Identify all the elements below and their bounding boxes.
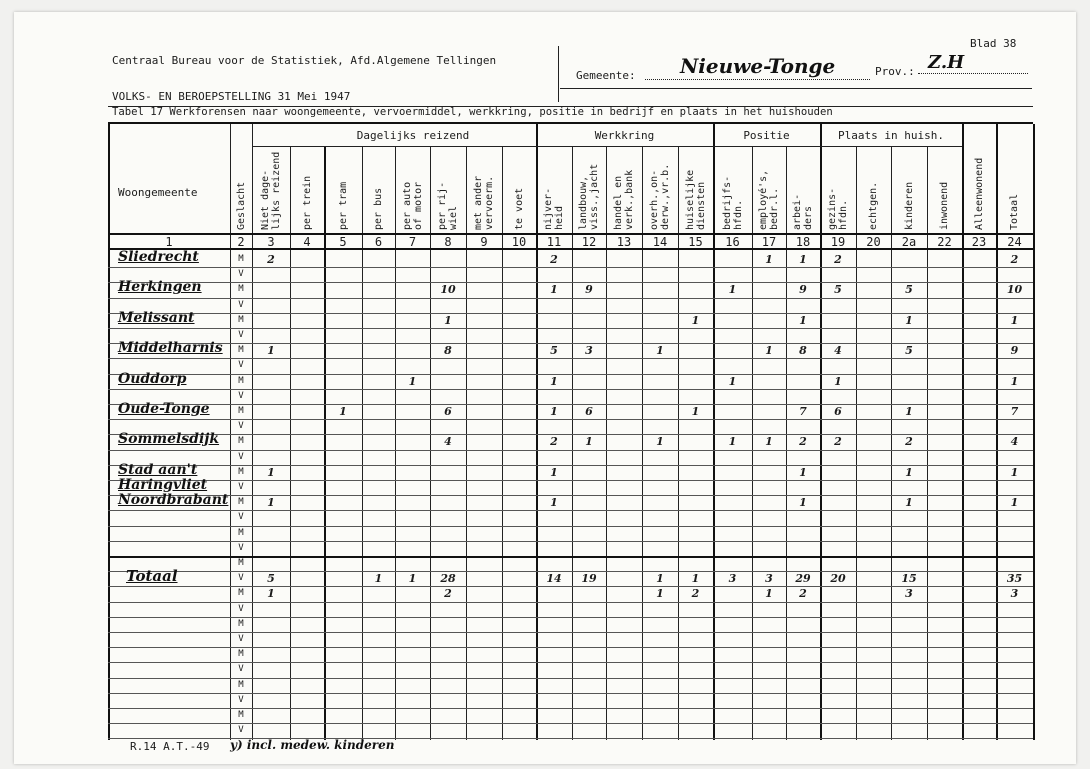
table-title: Tabel 17 Werkforensen naar woongemeente, vervoermiddel, werkkring, positie in bedrijf en plaats in het huishouden	[112, 106, 833, 118]
column-label-10	[514, 147, 525, 230]
prov-value: Z.H	[928, 52, 965, 73]
column-number: 1	[165, 235, 173, 249]
column-number: 12	[581, 235, 597, 249]
column-label-line: Niet dage-	[260, 169, 271, 230]
column-label-line: diensten	[695, 181, 707, 230]
total-value: 1	[765, 587, 773, 601]
prov-underline	[918, 73, 1028, 74]
cell-value: 1	[799, 496, 807, 510]
column-label-4	[302, 147, 313, 230]
cell-value: 4	[1010, 435, 1019, 449]
cell-value: 2	[834, 253, 842, 266]
column-label-20	[868, 147, 879, 230]
cell-value: 10	[1006, 283, 1023, 297]
group-header-werkkring: Werkkring	[594, 129, 655, 142]
total-value: 15	[901, 572, 917, 586]
column-label-19	[827, 147, 849, 230]
cell-value: 1	[799, 253, 807, 266]
column-number: 9	[480, 235, 488, 249]
cell-value: 1	[267, 496, 275, 510]
row-rule	[108, 662, 1033, 663]
column-number: 19	[830, 235, 846, 249]
column-label-line: derw.,vr.b.	[660, 163, 671, 230]
cell-value: 1	[1010, 374, 1019, 388]
place-name: Melissant	[118, 309, 195, 326]
sex-label: M	[238, 314, 244, 325]
sex-label: V	[238, 390, 244, 401]
column-number: 15	[688, 235, 703, 249]
column-label-line: overh.,on-	[649, 169, 660, 230]
cell-value: 2	[834, 435, 842, 449]
sex-label: M	[238, 284, 244, 295]
cell-value: 1	[728, 435, 737, 449]
column-label-line: te voet	[513, 187, 525, 230]
cell-value: 1	[550, 496, 558, 510]
column-label-17	[758, 147, 780, 230]
cell-value: 2	[550, 435, 558, 449]
group-header-rule	[252, 146, 962, 147]
column-label-18	[792, 147, 814, 230]
column-label-line: Totaal	[1009, 193, 1020, 230]
column-label-11	[543, 147, 565, 230]
column-number: 10	[511, 235, 527, 249]
census-title: VOLKS- EN BEROEPSTELLING 31 Mei 1947	[112, 90, 351, 103]
group-header-plaats: Plaats in huish.	[838, 129, 944, 142]
row-rule	[108, 647, 1033, 648]
sex-label: M	[238, 436, 244, 447]
header-rule	[560, 88, 1032, 89]
column-label-line: echtgen.	[868, 181, 879, 230]
cell-value: 4	[834, 344, 842, 358]
total-value: 1	[656, 587, 664, 601]
sex-label: V	[238, 482, 244, 492]
sex-label: V	[238, 360, 244, 371]
column-label-line: gezins-	[827, 187, 838, 230]
sex-label: V	[238, 299, 244, 310]
cell-value: 5	[550, 344, 558, 358]
column-label-8	[437, 147, 459, 230]
column-number: 23	[971, 235, 987, 249]
column-label-line: Geslacht	[235, 181, 247, 230]
cell-value: 8	[799, 344, 807, 358]
cell-value: 1	[799, 313, 807, 327]
column-label-line: Alleenwonend	[973, 157, 985, 230]
row-rule	[108, 602, 1033, 603]
column-number: 2	[237, 235, 245, 249]
column-number: 6	[374, 235, 383, 249]
cell-value: 7	[799, 405, 807, 418]
cell-value: 9	[585, 283, 593, 297]
column-label-line: wiel	[448, 205, 459, 230]
sex-label: V	[238, 330, 244, 340]
column-number: 17	[761, 235, 777, 249]
sex-label: M	[238, 527, 244, 538]
column-label-21	[904, 147, 915, 230]
row-rule	[108, 328, 1033, 329]
total-value: 14	[546, 572, 562, 586]
column-label-12	[578, 147, 600, 230]
column-number: 13	[616, 235, 632, 249]
column-label-line: vervoerm.	[484, 175, 495, 230]
sex-label: M	[238, 345, 244, 356]
column-label-24	[1009, 125, 1020, 230]
gemeente-label: Gemeente:	[576, 69, 636, 82]
column-label-6	[373, 147, 384, 230]
cell-value: 8	[444, 344, 452, 358]
column-label-15	[685, 147, 707, 230]
sex-label: M	[238, 375, 244, 386]
total-value: 19	[581, 572, 597, 586]
column-label-22	[939, 147, 950, 230]
column-label-7	[402, 147, 424, 230]
column-label-line: of motor	[412, 181, 424, 230]
cell-value: 1	[765, 344, 773, 358]
place-name: Middelharnis	[118, 340, 223, 357]
cell-value: 1	[905, 496, 913, 510]
cell-value: 2	[550, 253, 558, 266]
cell-value: 1	[444, 313, 452, 327]
column-label-line: nijver-	[543, 187, 554, 230]
total-value: 35	[1006, 572, 1023, 586]
row-rule	[108, 267, 1033, 268]
cell-value: 1	[1010, 496, 1019, 510]
sex-label: M	[238, 558, 244, 568]
column-label-14	[649, 147, 671, 230]
total-value: 1	[408, 572, 417, 586]
total-value: 5	[267, 572, 275, 586]
cell-value: 1	[905, 405, 913, 418]
bureau-title: Centraal Bureau voor de Statistiek, Afd.Algemene Tellingen	[112, 54, 497, 67]
footnote: y) incl. medew. kinderen	[230, 738, 395, 752]
sex-label: M	[238, 588, 244, 599]
header-divider	[558, 46, 559, 102]
column-label-9	[473, 147, 495, 230]
row-rule	[108, 723, 1033, 724]
sex-label: V	[238, 603, 244, 614]
row-rule	[108, 389, 1033, 390]
sex-label: M	[238, 710, 244, 720]
place-name: Noordbrabant	[118, 492, 229, 509]
column-label-23	[974, 125, 985, 230]
cell-value: 9	[799, 283, 807, 297]
cell-value: 1	[691, 313, 700, 327]
column-number: 18	[795, 235, 811, 249]
totals-rule	[108, 556, 1033, 558]
column-label-line: per tram	[337, 181, 349, 230]
row-rule	[108, 298, 1033, 299]
column-label-2	[236, 125, 247, 230]
place-name: Stad aan't	[118, 461, 198, 478]
cell-value: 1	[1010, 465, 1019, 479]
cell-value: 1	[550, 465, 558, 479]
row-rule	[108, 632, 1033, 633]
cell-value: 1	[550, 405, 558, 418]
title-rule-bottom	[108, 122, 1033, 124]
column-label-line: landbouw,	[578, 175, 589, 230]
sex-label: V	[238, 634, 244, 644]
cell-value: 1	[765, 253, 773, 266]
column-label-line: lijks reizend	[271, 151, 282, 230]
total-value: 3	[905, 587, 913, 601]
total-value: 20	[830, 572, 846, 586]
sex-label: M	[238, 649, 244, 660]
place-name: Oude-Tonge	[118, 401, 210, 417]
place-name: Ouddorp	[118, 370, 187, 387]
column-label-line: inwonend	[939, 181, 950, 230]
row-rule	[108, 526, 1033, 527]
cell-value: 6	[585, 405, 593, 418]
cell-value: 1	[550, 283, 558, 297]
column-number: 14	[652, 235, 668, 249]
totals-label: Totaal	[126, 567, 178, 586]
column-label-16	[722, 147, 744, 230]
sheet-number: Blad 38	[970, 37, 1017, 50]
form-code: R.14 A.T.-49	[130, 740, 210, 753]
column-number: 11	[546, 235, 562, 249]
column-label-13	[613, 147, 635, 230]
total-value: 2	[444, 587, 452, 601]
prov-label: Prov.:	[875, 65, 915, 78]
column-label-line: bedrijfs-	[721, 175, 733, 230]
cell-value: 1	[339, 405, 347, 418]
place-name: Haringvliet	[118, 477, 208, 493]
column-number: 24	[1007, 235, 1022, 249]
column-label-line: per auto	[401, 181, 413, 230]
sex-label: V	[238, 421, 244, 432]
place-name: Sliedrecht	[118, 249, 199, 265]
column-label-line: arbei-	[792, 193, 803, 230]
column-number: 4	[303, 235, 311, 249]
cell-value: 2	[905, 435, 913, 449]
sex-label: V	[238, 725, 244, 736]
row-rule	[108, 693, 1033, 694]
column-label-line: per trein	[301, 175, 313, 230]
row-rule	[108, 708, 1033, 709]
cell-value: 1	[834, 374, 842, 388]
column-label-line: hfdn.	[732, 199, 744, 230]
column-number: 22	[937, 235, 952, 249]
place-name: Sommelsdijk	[118, 431, 220, 448]
column-number: 7	[408, 235, 417, 249]
column-number: 8	[444, 235, 452, 249]
cell-value: 1	[905, 313, 913, 327]
cell-value: 1	[585, 435, 593, 449]
sex-label: M	[238, 406, 244, 416]
column-number: 20	[866, 235, 881, 249]
cell-value: 1	[408, 374, 417, 388]
row-rule	[108, 617, 1033, 618]
gemeente-underline	[645, 79, 870, 80]
cell-value: 2	[799, 435, 807, 449]
cell-value: 6	[444, 405, 452, 418]
cell-value: 1	[728, 374, 737, 388]
cell-value: 1	[550, 374, 558, 388]
column-label-line: per bus	[373, 187, 384, 230]
cell-value: 1	[691, 405, 700, 418]
cell-value: 1	[656, 344, 664, 358]
sex-label: M	[238, 466, 244, 477]
total-value: 28	[440, 572, 456, 586]
group-header-dagelijks: Dagelijks reizend	[356, 129, 470, 142]
column-label-line: per rij-	[437, 181, 448, 230]
sex-label: M	[238, 254, 244, 264]
column-label-3	[260, 147, 282, 230]
woongemeente-header: Woongemeente	[118, 186, 198, 199]
total-value: 3	[765, 572, 773, 586]
total-value: 1	[656, 572, 664, 586]
cell-value: 1	[799, 465, 807, 479]
row-rule	[108, 541, 1033, 542]
column-label-line: kinderen	[903, 181, 915, 230]
cell-value: 1	[765, 435, 773, 449]
cell-value: 1	[728, 283, 737, 297]
cell-value: 1	[267, 465, 275, 479]
total-value: 1	[691, 572, 700, 586]
column-label-line: viss.,jacht	[589, 163, 600, 230]
column-number: 16	[725, 235, 740, 249]
cell-value: 1	[656, 435, 664, 449]
column-label-5	[338, 147, 349, 230]
column-number: 3	[267, 235, 275, 249]
sex-label: V	[238, 664, 244, 675]
cell-value: 5	[905, 344, 913, 358]
sex-label: V	[238, 573, 244, 584]
total-value: 2	[799, 587, 807, 601]
cell-value: 6	[834, 405, 842, 418]
column-rule	[1033, 124, 1035, 740]
cell-value: 10	[440, 283, 456, 297]
cell-value: 3	[585, 344, 593, 358]
sex-label: V	[238, 512, 244, 523]
total-value: 2	[691, 587, 700, 601]
row-rule	[108, 419, 1033, 420]
sex-label: M	[238, 618, 244, 629]
cell-value: 1	[267, 344, 275, 358]
cell-value: 5	[905, 283, 913, 297]
row-rule	[108, 480, 1033, 481]
row-rule	[108, 450, 1033, 451]
cell-value: 4	[444, 435, 452, 449]
total-value: 3	[728, 572, 737, 586]
sex-label: M	[238, 497, 244, 508]
total-value: 29	[795, 572, 811, 586]
total-value: 1	[267, 587, 275, 601]
group-header-positie: Positie	[743, 129, 790, 142]
sex-label: V	[238, 542, 244, 553]
gemeente-value: Nieuwe-Tonge	[680, 54, 836, 78]
cell-value: 9	[1010, 344, 1019, 358]
sex-label: V	[238, 451, 244, 462]
cell-value: 5	[834, 283, 842, 297]
total-value: 1	[374, 572, 383, 586]
column-label-line: met ander	[473, 175, 484, 230]
column-number: 5	[339, 235, 347, 249]
column-number: 2a	[901, 235, 917, 249]
cell-value: 1	[905, 465, 913, 479]
column-label-line: ders	[803, 205, 814, 230]
column-label-line: bedr.l.	[769, 187, 780, 230]
column-label-line: hfdn.	[838, 199, 849, 230]
row-rule	[108, 678, 1033, 679]
place-name: Herkingen	[118, 279, 202, 296]
sex-label: M	[238, 679, 244, 690]
cell-value: 7	[1010, 405, 1019, 418]
column-label-line: handel en	[613, 175, 624, 230]
row-rule	[108, 358, 1033, 359]
column-label-line: heid	[554, 205, 565, 230]
column-label-line: verk.,bank	[624, 169, 635, 230]
cell-value: 2	[1010, 253, 1019, 266]
sex-label: V	[238, 694, 244, 705]
column-label-line: employé's,	[758, 169, 769, 230]
total-value: 3	[1010, 587, 1019, 601]
sex-label: V	[238, 269, 244, 280]
row-rule	[108, 510, 1033, 511]
cell-value: 1	[1010, 313, 1019, 327]
cell-value: 2	[267, 253, 275, 266]
column-label-line: huiselijke	[684, 169, 696, 230]
